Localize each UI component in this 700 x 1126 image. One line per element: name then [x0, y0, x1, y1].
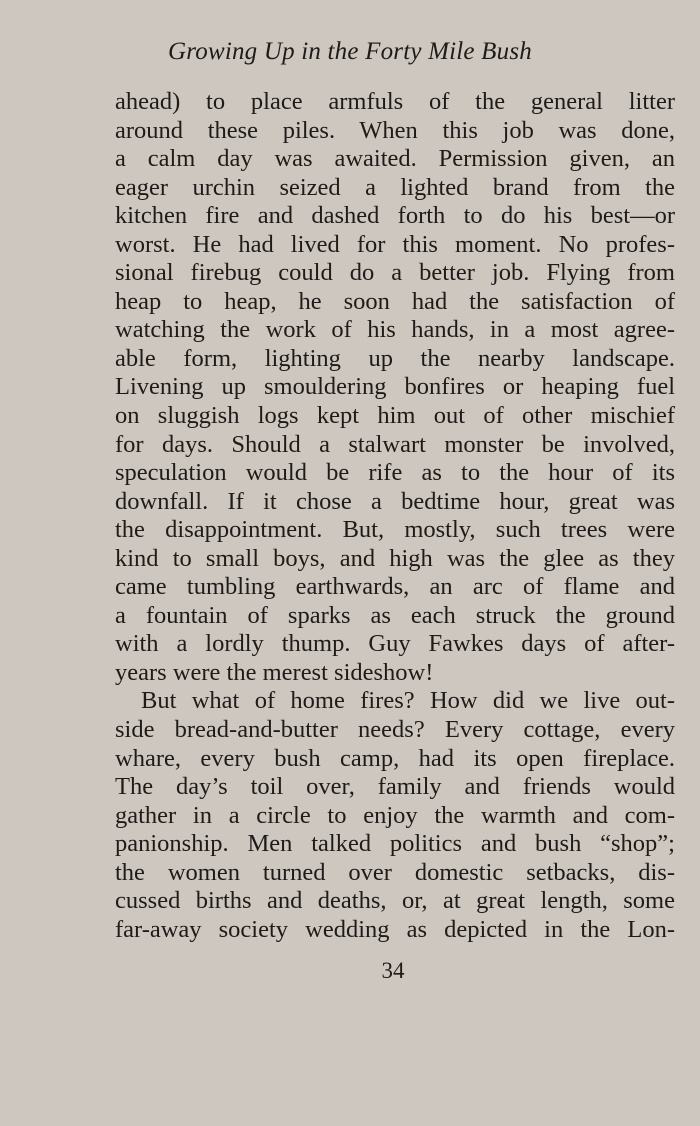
text-line: the women turned over domestic setbacks, dis- — [115, 858, 675, 886]
text-line: Livening up smouldering bonfires or heaping fuel — [115, 373, 675, 401]
text-line: for days. Should a stalwart monster be involved, — [115, 430, 675, 458]
text-line: ahead) to place armfuls of the general litter — [115, 88, 675, 115]
text-line: came tumbling earthwards, an arc of flame and — [115, 573, 675, 601]
text-line: on sluggish logs kept him out of other mischief — [115, 402, 675, 430]
text-line: speculation would be rife as to the hour of its — [115, 459, 675, 487]
text-line: watching the work of his hands, in a most agree- — [115, 316, 675, 344]
text-line: around these piles. When this job was done, — [115, 116, 675, 144]
text-line: side bread-and-butter needs? Every cottage, every — [115, 716, 675, 744]
page-number: 34 — [381, 958, 405, 983]
text-line: eager urchin seized a lighted brand from the — [115, 173, 675, 201]
body-text — [115, 88, 675, 944]
text-line: far-away society wedding as depicted in the Lon- — [115, 915, 675, 943]
text-line: a calm day was awaited. Permission given, an — [115, 145, 675, 173]
text-line: heap to heap, he soon had the satisfaction of — [115, 287, 675, 315]
text-line: kitchen fire and dashed forth to do his best—or — [115, 202, 675, 230]
paragraph-start-line: But what of home fires? How did we live out- — [141, 687, 675, 715]
text-line: cussed births and deaths, or, at great length, some — [115, 887, 675, 915]
text-line: sional firebug could do a better job. Flying from — [115, 259, 675, 287]
paragraph-end-line: years were the merest sideshow! — [115, 658, 434, 686]
text-line: worst. He had lived for this moment. No profes- — [115, 230, 675, 258]
running-header: Growing Up in the Forty Mile Bush — [168, 38, 532, 65]
text-line: panionship. Men talked politics and bush “shop”; — [115, 830, 675, 858]
text-line: kind to small boys, and high was the glee as they — [115, 544, 675, 572]
text-line: downfall. If it chose a bedtime hour, great was — [115, 487, 675, 515]
text-line: the disappointment. But, mostly, such trees were — [115, 516, 675, 544]
text-line: gather in a circle to enjoy the warmth and com- — [115, 801, 675, 829]
text-line: able form, lighting up the nearby landscape. — [115, 344, 675, 372]
text-line: a fountain of sparks as each struck the ground — [115, 601, 675, 629]
text-line: with a lordly thump. Guy Fawkes days of after- — [115, 630, 675, 658]
text-line: The day’s toil over, family and friends would — [115, 773, 675, 801]
text-line: whare, every bush camp, had its open fireplace. — [115, 744, 675, 772]
